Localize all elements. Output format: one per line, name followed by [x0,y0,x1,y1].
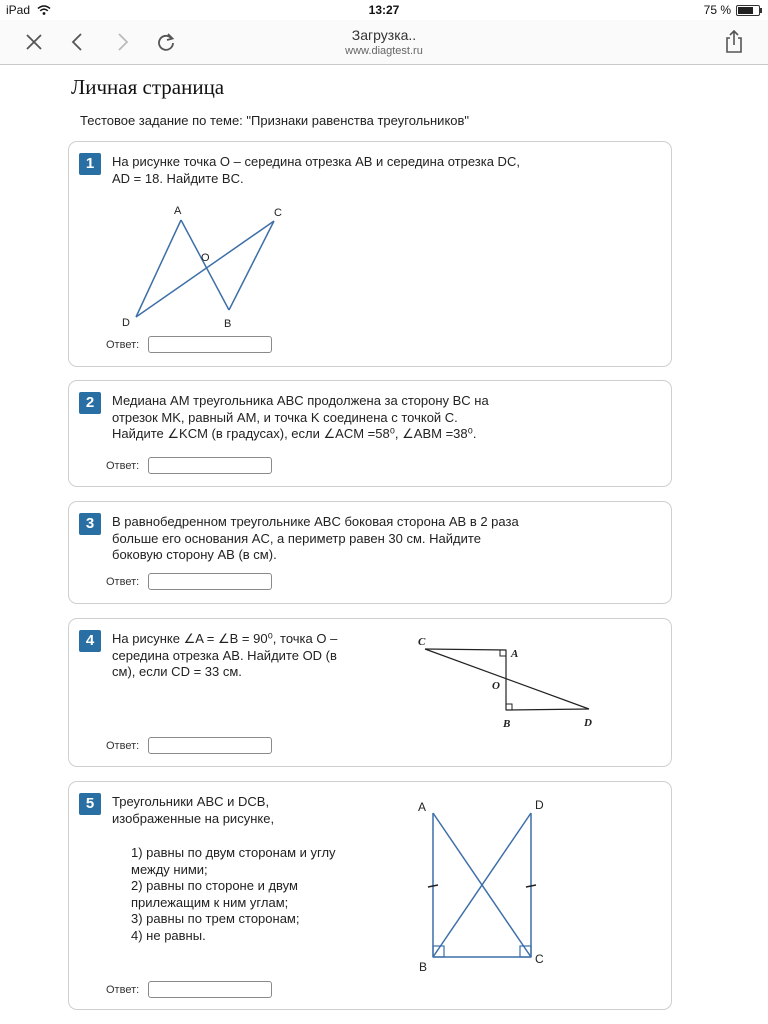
device-name: iPad [6,3,31,17]
option-line: 3) равны по трем сторонам; [131,911,300,926]
battery-fill [738,7,753,14]
question-card-2 [68,380,672,487]
question-text [112,154,520,187]
segment-bd [506,709,589,710]
battery-percent: 75 % [703,3,731,17]
question-line: больше его основания AC, а периметр равен 30 см. Найдите [112,530,481,546]
question-number: 5 [79,793,101,815]
question-line: отрезок MK, равный AM, и точка K соединена с точкой C. [112,409,458,425]
label-d: D [535,798,544,812]
question-card-1 [68,141,672,367]
question-card-5 [68,781,672,1010]
battery-icon [736,5,760,16]
answer-label: Ответ: [106,984,140,996]
segment-bc [229,221,274,310]
right-angle-b [506,704,512,710]
label-o: O [492,680,500,692]
question-number: 3 [79,513,101,535]
label-b: B [503,718,511,730]
label-d: D [122,317,130,329]
question-line: изображенные на рисунке, [112,810,275,826]
answer-label: Ответ: [106,460,140,472]
answer-input-3[interactable] [148,573,272,590]
label-b: B [224,318,232,330]
question-card-3 [68,501,672,604]
option-line: прилежащим к ним углам; [131,894,289,910]
question-line: боковую сторону AB (в см). [112,547,277,562]
equal-mark-dc [526,885,536,887]
share-icon[interactable] [722,30,746,54]
status-bar [0,0,768,20]
option-line: 2) равны по стороне и двум [131,878,298,893]
label-a: A [511,648,519,660]
label-o: O [201,252,210,264]
question-line: Найдите ∠KCM (в градусах), если ∠ACM =58⁰, ∠ABM =38⁰. [112,426,477,441]
segment-dc [136,221,274,317]
question-number: 2 [79,392,101,414]
label-b: B [419,960,428,974]
question-line: На рисунке точка O – середина отрезка AB и середина отрезка DC, [112,154,520,169]
answer-label: Ответ: [106,740,140,752]
label-a: A [418,800,427,814]
test-topic: Тестовое задание по теме: "Признаки равенства треугольников" [80,113,470,128]
label-c: C [418,636,426,648]
question-line: середина отрезка AB. Найдите OD (в [112,647,337,663]
question-line: На рисунке ∠A = ∠B = 90⁰, точка O – [112,631,338,646]
answer-input-1[interactable] [148,336,272,353]
question-line: см), если CD = 33 см. [112,664,242,679]
answer-input-4[interactable] [148,737,272,754]
figure-two-triangles [413,797,548,977]
page-title: Личная страница [71,75,225,99]
question-line: Медиана AM треугольника ABC продолжена за сторону BC на [112,393,489,408]
question-line: В равнобедренном треугольнике ABC боковая сторона AB в 2 раза [112,514,519,529]
segment-ca [425,649,506,650]
label-a: A [174,205,182,217]
question-card-4 [68,618,672,767]
segment-ab [181,220,229,310]
equal-mark-ab [428,885,438,887]
question-text [112,631,337,681]
answer-input-2[interactable] [148,457,272,474]
question-number: 4 [79,630,101,652]
question-number: 1 [79,153,101,175]
option-line: 4) не равны. [131,927,206,943]
option-line: 1) равны по двум сторонам и углу [131,845,336,860]
question-text [112,514,519,564]
question-text [112,794,274,827]
browser-toolbar [0,20,768,65]
figure-crossing-segments [119,202,289,332]
answer-options [131,845,336,944]
answer-label: Ответ: [106,576,140,588]
segment-cd [425,649,589,709]
question-text [112,393,489,443]
option-line: между ними; [131,861,208,877]
answer-label: Ответ: [106,339,140,351]
status-right [704,3,760,17]
label-c: C [535,952,544,966]
right-angle-a [500,650,506,656]
url-host[interactable]: www.diagtest.ru [345,45,423,57]
label-d: D [584,717,592,729]
page-loading-title[interactable]: Загрузка.. [351,27,417,43]
answer-input-5[interactable] [148,981,272,998]
question-line: AD = 18. Найдите BC. [112,170,244,186]
label-c: C [274,207,282,219]
question-line: Треугольники ABC и DCB, [112,794,270,809]
status-time: 13:27 [368,3,400,17]
figure-right-angles [414,631,604,731]
segment-da [136,220,181,317]
